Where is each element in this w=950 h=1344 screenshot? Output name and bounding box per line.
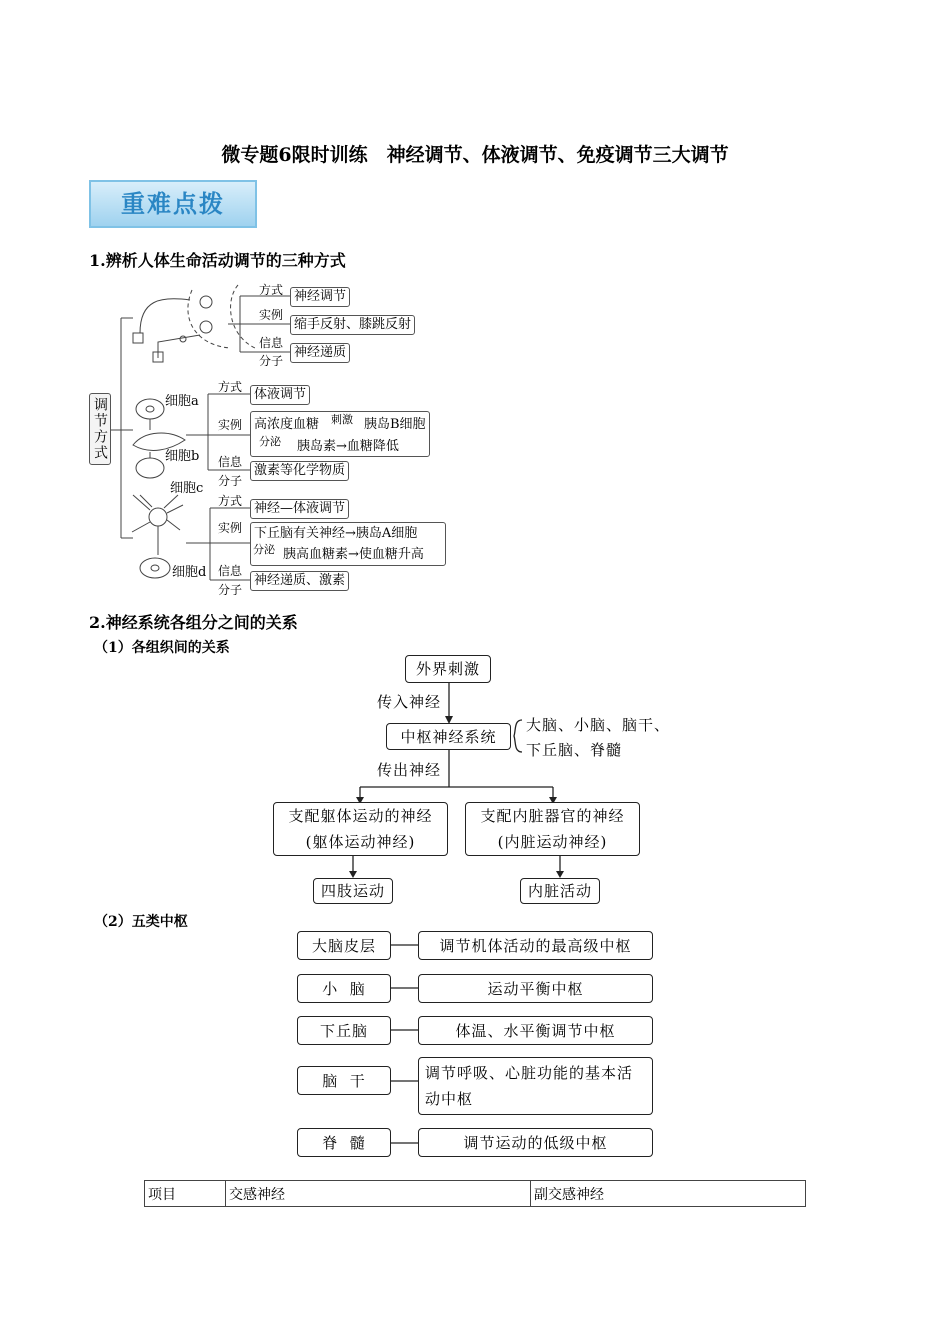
cell-b-label: 细胞b <box>165 449 200 464</box>
nerve-info-label-2: 分子 <box>259 354 284 368</box>
cns-parts-line1: 大脑、小脑、脑干、 <box>526 716 671 734</box>
center-name-cerebrum: 大脑皮层 <box>297 931 391 960</box>
nerve-example-box: 缩手反射、膝跳反射 <box>290 315 415 335</box>
section2-sub2: （2）五类中枢 <box>94 914 188 930</box>
humoral-info-label-2: 分子 <box>218 474 243 488</box>
visceral-nerve-box: 支配内脏器官的神经 (内脏运动神经) <box>465 802 640 856</box>
nerve-way-box: 神经调节 <box>290 287 350 307</box>
combined-info-box: 神经递质、激素 <box>250 571 349 591</box>
humoral-example-label: 实例 <box>218 418 243 432</box>
center-name-hypothalamus: 下丘脑 <box>297 1016 391 1045</box>
humoral-way-box: 体液调节 <box>250 385 310 405</box>
afferent-label: 传入神经 <box>377 693 442 711</box>
cns-box: 中枢神经系统 <box>386 723 511 750</box>
center-desc-spinal-cord: 调节运动的低级中枢 <box>418 1128 653 1157</box>
efferent-label: 传出神经 <box>377 761 442 779</box>
nerve-info-label-1: 信息 <box>259 336 284 350</box>
center-name-brainstem: 脑 干 <box>297 1066 391 1095</box>
regulation-ways-label: 调节方式 <box>89 393 111 465</box>
nerve-info-box: 神经递质 <box>290 343 350 363</box>
combined-info-label-1: 信息 <box>218 564 243 578</box>
somatic-nerve-box: 支配躯体运动的神经 (躯体运动神经) <box>273 802 448 856</box>
humoral-info-box: 激素等化学物质 <box>250 461 349 481</box>
cell-a-label: 细胞a <box>165 394 199 409</box>
combined-example-box: 下丘脑有关神经→胰岛A细胞 分泌 胰高血糖素→使血糖升高 <box>250 522 446 566</box>
comparison-table <box>144 1180 806 1207</box>
table-header-row <box>145 1181 806 1207</box>
humoral-way-label: 方式 <box>218 380 243 394</box>
cell-d-label: 细胞d <box>172 565 207 580</box>
limbs-box: 四肢运动 <box>313 878 393 904</box>
section-banner: 重难点拨 <box>89 180 257 228</box>
cns-parts-line2: 下丘脑、脊髓 <box>526 741 623 759</box>
humoral-info-label-1: 信息 <box>218 455 243 469</box>
humoral-example-box: 高浓度血糖 刺激 胰岛B细胞 分泌 胰岛素→血糖降低 <box>250 411 430 457</box>
combined-way-box: 神经—体液调节 <box>250 499 349 519</box>
section2-sub1: （1）各组织间的关系 <box>94 640 230 656</box>
combined-info-label-2: 分子 <box>218 583 243 597</box>
center-name-spinal-cord: 脊 髓 <box>297 1128 391 1157</box>
table-header-sympathetic: 交感神经 <box>226 1181 531 1207</box>
cell-c-label: 细胞c <box>170 481 204 496</box>
page-title: 微专题6限时训练 神经调节、体液调节、免疫调节三大调节 <box>221 144 729 166</box>
center-name-cerebellum: 小 脑 <box>297 974 391 1003</box>
center-desc-cerebrum: 调节机体活动的最高级中枢 <box>418 931 653 960</box>
combined-way-label: 方式 <box>218 494 243 508</box>
stimulus-box: 外界刺激 <box>405 655 491 683</box>
section2-heading: 2.神经系统各组分之间的关系 <box>89 613 298 632</box>
center-desc-hypothalamus: 体温、水平衡调节中枢 <box>418 1016 653 1045</box>
combined-example-label: 实例 <box>218 521 243 535</box>
nerve-example-label: 实例 <box>259 308 284 322</box>
viscera-box: 内脏活动 <box>520 878 600 904</box>
section1-heading: 1.辨析人体生命活动调节的三种方式 <box>89 251 346 270</box>
nerve-way-label: 方式 <box>259 283 284 297</box>
center-desc-cerebellum: 运动平衡中枢 <box>418 974 653 1003</box>
table-header-parasympathetic: 副交感神经 <box>531 1181 806 1207</box>
table-header-item: 项目 <box>145 1181 226 1207</box>
center-desc-brainstem: 调节呼吸、心脏功能的基本活动中枢 <box>418 1057 653 1115</box>
